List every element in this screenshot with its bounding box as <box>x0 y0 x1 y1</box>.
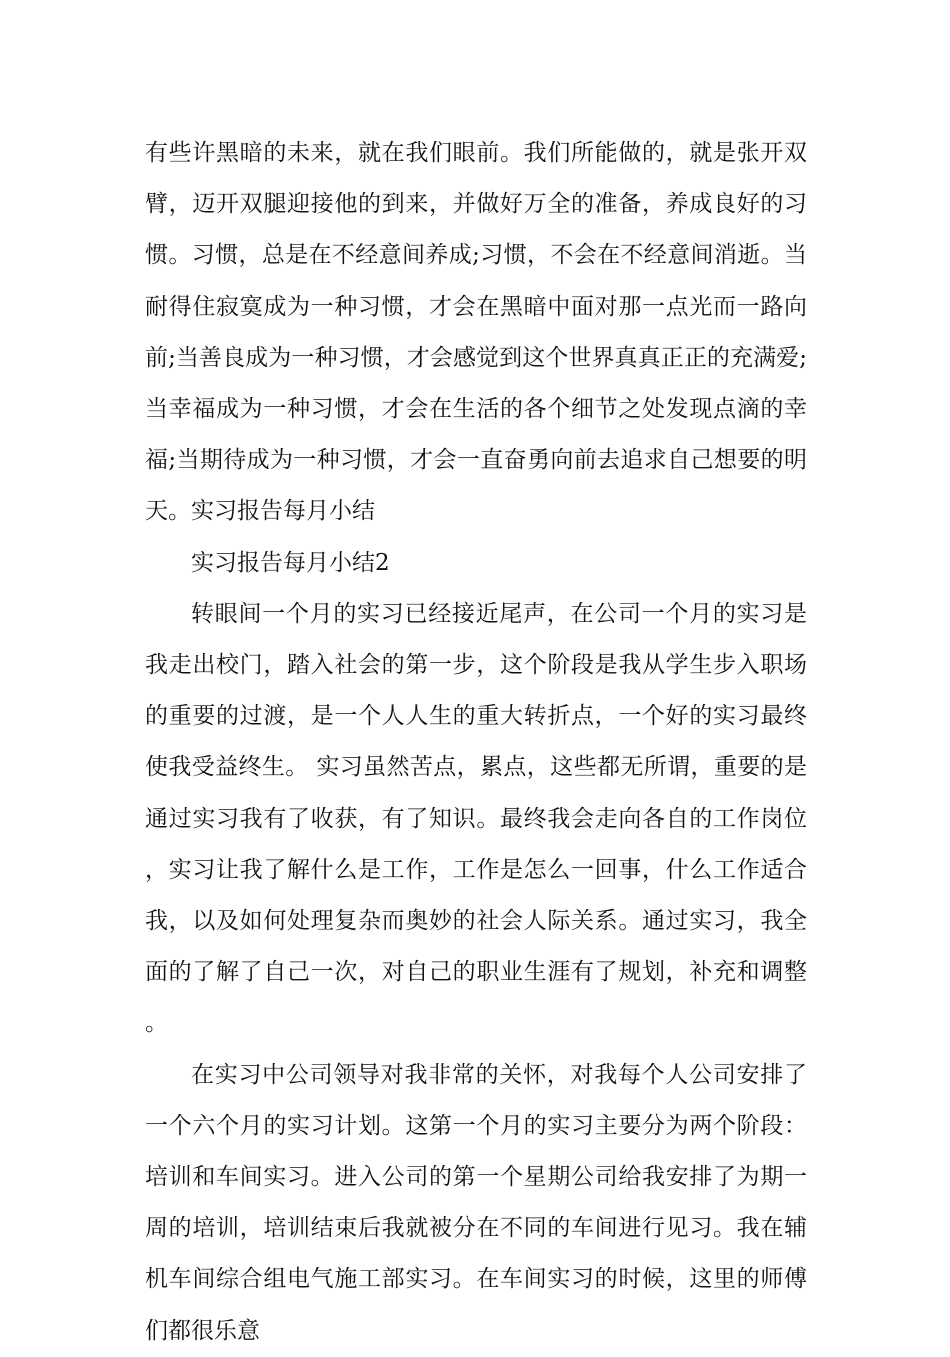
paragraph-internship-plan: 在实习中公司领导对我非常的关怀，对我每个人公司安排了一个六个月的实习计划。这第一个月的实习主要分为两个阶段：培训和车间实习。进入公司的第一个星期公司给我安排了为期一周的培训，培训结束后我就被分在不同的车间进行见习。我在辅机车间综合组电气施工部实习。在车间实习的时候，这里的师傅们都很乐意 <box>145 1061 807 1344</box>
paragraph-internship-summary: 转眼间一个月的实习已经接近尾声，在公司一个月的实习是我走出校门，踏入社会的第一步，这个阶段是我从学生步入职场的重要的过渡，是一个人人生的重大转折点，一个好的实习最终使我受益终生。 实习虽然苦点，累点，这些都无所谓，重要的是通过实习我有了收获，有了知识。最终我会走向各自的工作岗位，实习让我了解什么是工作，工作是怎么一回事，什么工作适合我，以及如何处理复杂而奥妙的社会人际关系。通过实习，我全面的了解了自己一次，对自己的职业生涯有了规划，补充和调整。 <box>145 600 807 1037</box>
paragraph-continuation: 有些许黑暗的未来，就在我们眼前。我们所能做的，就是张开双臂，迈开双腿迎接他的到来，并做好万全的准备，养成良好的习惯。习惯，总是在不经意间养成;习惯，不会在不经意间消逝。当耐得住寂寞成为一种习惯，才会在黑暗中面对那一点光而一路向前;当善良成为一种习惯，才会感觉到这个世界真真正正的充满爱;当幸福成为一种习惯，才会在生活的各个细节之处发现点滴的幸福;当期待成为一种习惯，才会一直奋勇向前去追求自己想要的明天。实习报告每月小结 <box>145 140 807 525</box>
section-heading: 实习报告每月小结2 <box>191 549 390 576</box>
document-body <box>145 128 807 1357</box>
